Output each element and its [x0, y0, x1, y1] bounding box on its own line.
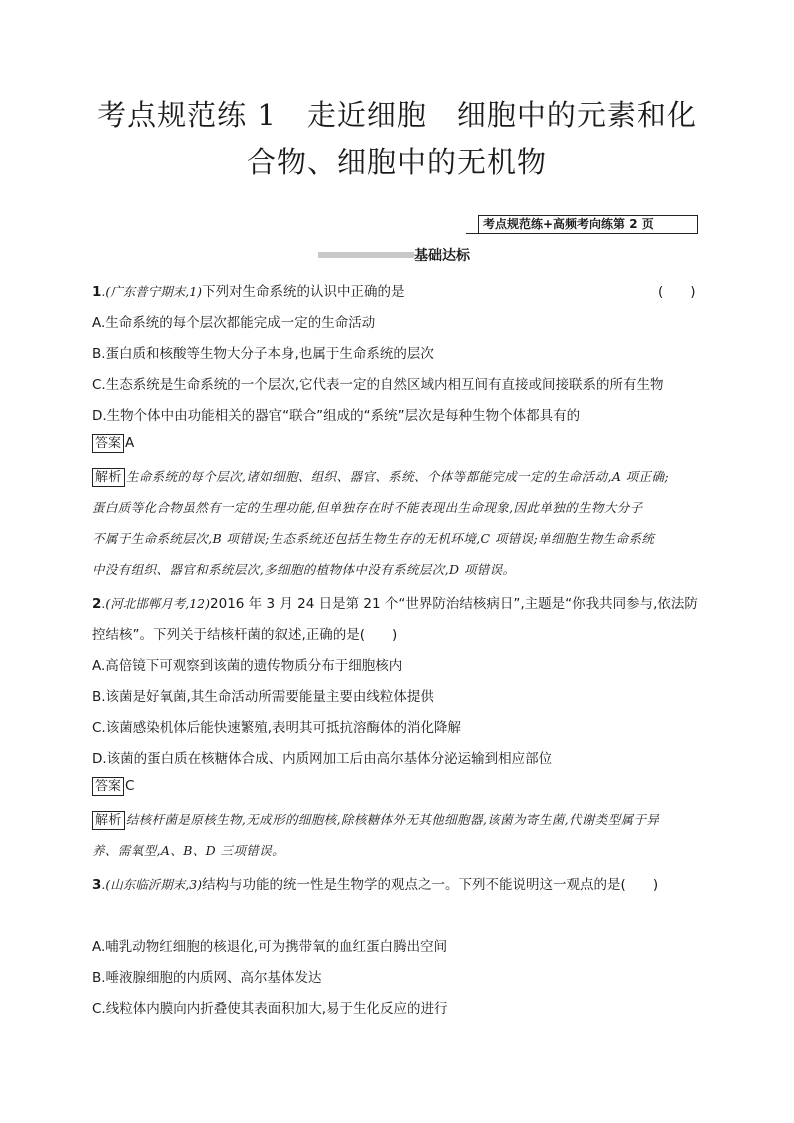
answer-tag: 答案 [92, 434, 124, 453]
q1-option-b: B.蛋白质和核酸等生物大分子本身,也属于生命系统的层次 [92, 346, 434, 362]
q1-answer [92, 434, 134, 453]
q3-number: 3 [92, 877, 102, 893]
q3-stem-text: 结构与功能的统一性是生物学的观点之一。下列不能说明这一观点的是( ) [202, 877, 659, 893]
page-title [60, 92, 734, 186]
q3-source: .(山东临沂期末,3) [101, 877, 203, 892]
answer-tag: 答案 [92, 777, 124, 796]
q1-explanation-2: 蛋白质等化合物虽然有一定的生理功能,但单独存在时不能表现出生命现象,因此单独的生物大分子 [92, 500, 643, 515]
q2-answer [92, 777, 134, 796]
q2-stem-2: 控结核”。下列关于结核杆菌的叙述,正确的是( ) [92, 627, 398, 643]
q3-option-c: C.线粒体内膜向内折叠使其表面积加大,易于生化反应的进行 [92, 1001, 448, 1017]
q2-explanation-1 [92, 810, 704, 830]
q1-option-a: A.生命系统的每个层次都能完成一定的生命活动 [92, 315, 376, 331]
title-line-1: 考点规范练 1 走近细胞 细胞中的元素和化 [97, 98, 697, 132]
q1-number: 1 [92, 284, 102, 300]
q3-stem [92, 873, 658, 893]
section-title: 基础达标 [414, 248, 470, 264]
q3-option-b: B.唾液腺细胞的内质网、高尔基体发达 [92, 970, 322, 986]
q1-answer-blank: ( ) [658, 284, 696, 300]
q2-number: 2 [92, 596, 102, 612]
section-bar [318, 252, 414, 258]
q1-explanation-3: 不属于生命系统层次,B 项错误;生态系统还包括生物生存的无机环境,C 项错误;单细胞生物生命系统 [92, 531, 655, 546]
q2-explanation-2: 养、需氧型,A、B、D 三项错误。 [92, 843, 285, 858]
q1-explanation-4: 中没有组织、器官和系统层次,多细胞的植物体中没有系统层次,D 项错误。 [92, 562, 516, 577]
q2-answer-value: C [125, 778, 135, 794]
q1-source: .(广东普宁期末,1) [101, 284, 203, 299]
q1-stem-text: 下列对生命系统的认识中正确的是 [202, 284, 405, 300]
q3-option-a: A.哺乳动物红细胞的核退化,可为携带氧的血红蛋白腾出空间 [92, 939, 448, 955]
q2-option-b: B.该菌是好氧菌,其生命活动所需要能量主要由线粒体提供 [92, 689, 434, 705]
q2-stem-text-1: 2016 年 3 月 24 日是第 21 个“世界防治结核病日”,主题是“你我共同参与,依法防 [210, 596, 698, 612]
explain-tag: 解析 [92, 811, 125, 830]
q1-option-c: C.生态系统是生命系统的一个层次,它代表一定的自然区域内相互间有直接或间接联系的所有生物 [92, 377, 664, 393]
q2-source: .(河北邯郸月考,12) [101, 596, 211, 611]
q1-explanation-1 [92, 467, 704, 487]
q1-answer-value: A [125, 435, 135, 451]
title-line-2: 合物、细胞中的无机物 [246, 145, 547, 179]
q1-explanation-text-1: 生命系统的每个层次,诸如细胞、组织、器官、系统、个体等都能完成一定的生命活动,A 项正确; [125, 469, 669, 484]
q1-option-d: D.生物个体中由功能相关的器官“联合”组成的“系统”层次是每种生物个体都具有的 [92, 408, 581, 424]
source-ref-box: 考点规范练+高频考向练第 2 页 [478, 215, 698, 234]
q2-option-d: D.该菌的蛋白质在核糖体合成、内质网加工后由高尔基体分泌运输到相应部位 [92, 751, 553, 767]
q2-stem-1 [92, 592, 698, 612]
q2-explanation-text-1: 结核杆菌是原核生物,无成形的细胞核,除核糖体外无其他细胞器,该菌为寄生菌,代谢类型属于异 [125, 812, 660, 827]
source-ref-underline [466, 233, 478, 234]
q2-option-a: A.高倍镜下可观察到该菌的遗传物质分布于细胞核内 [92, 658, 403, 674]
explain-tag: 解析 [92, 468, 125, 487]
q1-stem [92, 280, 405, 300]
q2-option-c: C.该菌感染机体后能快速繁殖,表明其可抵抗溶酶体的消化降解 [92, 720, 462, 736]
